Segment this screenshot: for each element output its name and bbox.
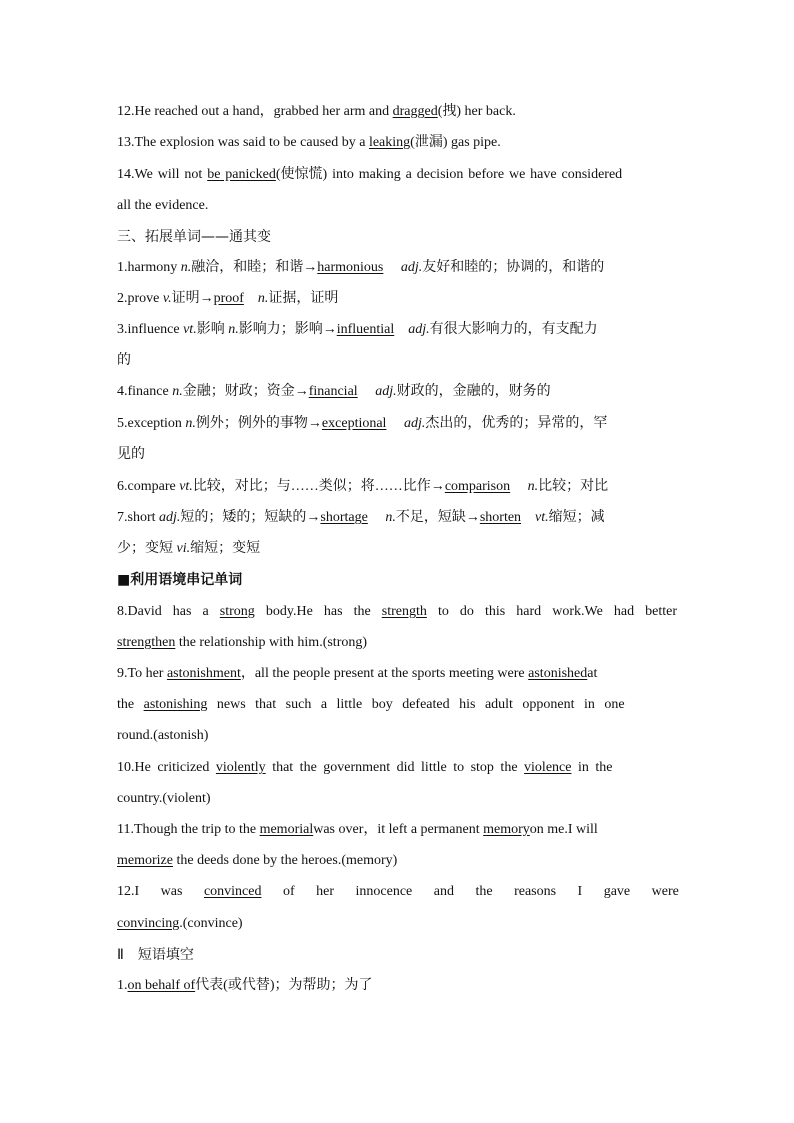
- text-segment: the deeds done by the heroes.(memory): [176, 853, 398, 868]
- text-segment: 3.influence: [117, 322, 184, 337]
- text-segment: 杰出的，优秀的；异常的，罕: [425, 416, 608, 431]
- expand-item-7-cont: [117, 540, 677, 558]
- answer-blank: comparison: [444, 479, 511, 494]
- text-segment: 比较；对比: [538, 479, 609, 494]
- answer-blank: on behalf of: [127, 978, 196, 993]
- text-segment: (使惊慌) into making a decision before we have considered: [275, 167, 623, 182]
- text-segment: to do this hard work.We had better: [437, 604, 678, 619]
- text-segment: (拽) her back.: [437, 104, 516, 119]
- text-segment: .(convince): [179, 916, 243, 931]
- text-segment: n.: [185, 416, 196, 431]
- text-segment: the: [117, 697, 144, 712]
- answer-blank: harmonious: [317, 260, 384, 275]
- text-segment: 不足，短缺→: [395, 510, 480, 525]
- context-8-line-1: [117, 603, 677, 621]
- text-segment: n.: [180, 260, 192, 275]
- text-segment: was over，it left a permanent: [313, 822, 484, 837]
- text-segment: adj.: [159, 510, 181, 525]
- context-12-line-1: [117, 883, 677, 901]
- text-segment: 9.To her: [117, 666, 167, 681]
- text-segment: vt.: [179, 479, 193, 494]
- text-segment: 8.David has a: [117, 604, 220, 619]
- text-segment: 证明→: [171, 291, 214, 306]
- text-segment: 14.We will not: [117, 167, 208, 182]
- text-segment: on me.I will: [529, 822, 598, 837]
- text-segment: n.: [257, 291, 269, 306]
- context-11-line-2: [117, 852, 677, 870]
- text-segment: 影响力；影响→: [238, 322, 337, 337]
- text-segment: 2.prove: [117, 291, 163, 306]
- text-segment: v.: [162, 291, 172, 306]
- text-segment: (泄漏) gas pipe.: [410, 135, 501, 150]
- text-segment: 12.He reached out a hand，grabbed her arm and: [117, 104, 393, 119]
- answer-blank: strength: [381, 604, 427, 619]
- answer-blank: memory: [483, 822, 530, 837]
- text-segment: n.: [385, 510, 396, 525]
- expand-item-1: [117, 259, 677, 277]
- text-segment: at: [587, 666, 598, 681]
- text-segment: adj.: [408, 322, 430, 337]
- answer-blank: shorten: [479, 510, 522, 525]
- answer-blank: memorize: [117, 853, 173, 868]
- text-segment: adj.: [400, 260, 423, 275]
- answer-blank: be panicked: [207, 167, 276, 182]
- expand-item-5-cont: 见的: [117, 447, 145, 462]
- text-segment: 比较，对比；与……类似；将……比作→: [192, 479, 445, 494]
- context-9-line-3: round.(astonish): [117, 728, 209, 743]
- text-segment: adj.: [375, 384, 397, 399]
- answer-blank: astonishing: [143, 697, 208, 712]
- text-segment: 1.: [117, 978, 128, 993]
- context-10-line-2: country.(violent): [117, 791, 211, 806]
- sentence-14: [117, 166, 677, 184]
- text-segment: 13.The explosion was said to be caused by a: [117, 135, 369, 150]
- section-title-expand: 三、拓展单词——通其变: [117, 229, 271, 245]
- text-segment: ，all the people present at the sports meeting were: [240, 666, 529, 681]
- answer-blank: dragged: [392, 104, 438, 119]
- context-9-line-1: [117, 665, 677, 683]
- expand-item-3-cont: 的: [117, 353, 131, 368]
- text-segment: vt.: [183, 322, 197, 337]
- answer-blank: astonishment: [166, 666, 241, 681]
- text-segment: 4.finance: [117, 384, 173, 399]
- context-10-line-1: [117, 759, 677, 777]
- expand-item-6: [117, 478, 677, 496]
- expand-item-3: [117, 321, 677, 339]
- text-segment: all the evidence.: [117, 198, 209, 213]
- text-segment: 影响: [196, 322, 229, 337]
- text-segment: in the: [577, 760, 613, 775]
- text-segment: 例外；例外的事物→: [195, 416, 322, 431]
- text-segment: 代表(或代替)；为帮助；为了: [195, 978, 373, 993]
- context-8-line-2: [117, 634, 677, 652]
- sentence-12: [117, 103, 677, 121]
- text-segment: n.: [527, 479, 539, 494]
- answer-blank: strong: [219, 604, 255, 619]
- answer-blank: financial: [308, 384, 358, 399]
- expand-item-4: [117, 383, 677, 401]
- text-segment: 缩短；变短: [190, 541, 261, 556]
- text-segment: 财政的，金融的，财务的: [396, 384, 551, 399]
- expand-item-5: [117, 415, 677, 433]
- text-segment: n.: [228, 322, 239, 337]
- text-segment: 12.I was: [117, 884, 204, 899]
- answer-blank: strengthen: [117, 635, 176, 650]
- text-segment: of her innocence and the reasons I gave were: [282, 884, 679, 899]
- context-11-line-1: [117, 821, 677, 839]
- text-segment: 少；变短: [117, 541, 177, 556]
- answer-blank: convincing: [117, 916, 180, 931]
- text-segment: 金融；财政；资金→: [182, 384, 309, 399]
- text-segment: vi.: [176, 541, 191, 556]
- text-segment: n.: [172, 384, 183, 399]
- answer-blank: violently: [215, 760, 266, 775]
- sentence-14-cont: [117, 197, 677, 215]
- answer-blank: proof: [213, 291, 244, 306]
- text-segment: 11.Though the trip to the: [117, 822, 260, 837]
- text-segment: 证据，证明: [268, 291, 339, 306]
- expand-item-2: [117, 290, 677, 308]
- text-segment: 1.harmony: [117, 260, 181, 275]
- answer-blank: memorial: [259, 822, 314, 837]
- text-segment: that the government did little to stop the: [272, 760, 525, 775]
- text-segment: body.He has the: [265, 604, 382, 619]
- expand-item-7: [117, 509, 677, 527]
- answer-blank: shortage: [320, 510, 368, 525]
- phrase-item-1: [117, 977, 677, 995]
- text-segment: 7.short: [117, 510, 159, 525]
- context-section-title: ■利用语境串记单词: [117, 572, 243, 588]
- text-segment: 友好和睦的；协调的，和谐的: [422, 260, 605, 275]
- text-segment: 10.He criticized: [117, 760, 216, 775]
- answer-blank: exceptional: [321, 416, 387, 431]
- answer-blank: astonished: [528, 666, 588, 681]
- text-segment: vt.: [535, 510, 549, 525]
- answer-blank: convinced: [203, 884, 262, 899]
- text-segment: news that such a little boy defeated his adult opponent in one: [216, 697, 625, 712]
- text-segment: 缩短；减: [548, 510, 605, 525]
- text-segment: 融洽，和睦；和谐→: [191, 260, 318, 275]
- answer-blank: leaking: [368, 135, 411, 150]
- text-segment: 有很大影响力的，有支配力: [429, 322, 598, 337]
- text-segment: 短的；矮的；短缺的→: [180, 510, 321, 525]
- text-segment: the relationship with him.(strong): [178, 635, 368, 650]
- answer-blank: violence: [524, 760, 572, 775]
- text-segment: 5.exception: [117, 416, 186, 431]
- text-segment: adj.: [403, 416, 426, 431]
- context-9-line-2: [117, 696, 677, 714]
- section-title-phrases: Ⅱ 短语填空: [117, 947, 194, 963]
- sentence-13: [117, 134, 677, 152]
- answer-blank: influential: [336, 322, 395, 337]
- context-12-line-2: [117, 915, 677, 933]
- text-segment: 6.compare: [117, 479, 180, 494]
